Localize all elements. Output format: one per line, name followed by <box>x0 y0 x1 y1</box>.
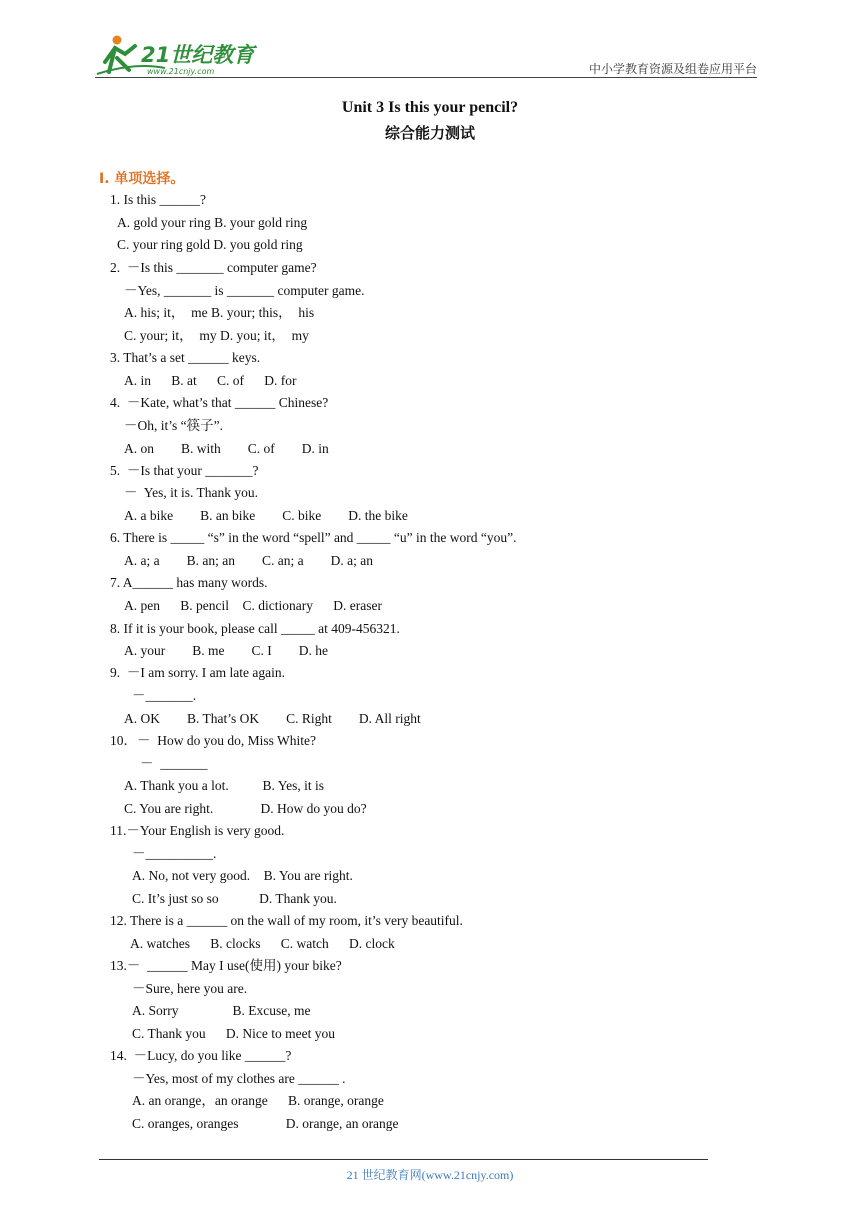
question-line: 5. －Is that your _______? <box>110 463 259 478</box>
option-line: C. oranges, oranges D. orange, an orange <box>132 1116 399 1131</box>
question-line: 12. There is a ______ on the wall of my room, it’s very beautiful. <box>110 913 463 928</box>
answer-line: －Yes, most of my clothes are ______ . <box>132 1071 346 1086</box>
option-line: A. watches B. clocks C. watch D. clock <box>130 936 395 951</box>
option-line: C. It’s just so so D. Thank you. <box>132 891 337 906</box>
answer-line: －Oh, it’s “筷子”. <box>124 418 223 433</box>
option-line: C. your; it， my D. you; it， my <box>124 328 309 343</box>
option-line: A. a; a B. an; an C. an; a D. a; an <box>124 553 373 568</box>
answer-line: － _______ <box>140 756 208 771</box>
question-line: 11.－Your English is very good. <box>110 823 285 838</box>
option-line: A. Thank you a lot. B. Yes, it is <box>124 778 325 793</box>
option-line: A. a bike B. an bike C. bike D. the bike <box>124 508 408 523</box>
answer-line: － Yes, it is. Thank you. <box>124 485 259 500</box>
question-line: 8. If it is your book, please call _____ at 409-456321. <box>110 621 400 636</box>
logo-21cnjy <box>95 32 265 78</box>
answer-line: －__________. <box>132 846 217 861</box>
option-line: A. in B. at C. of D. for <box>124 373 297 388</box>
answer-line: －Sure, here you are. <box>132 981 248 996</box>
answer-line: －Yes, _______ is _______ computer game. <box>124 283 365 298</box>
logo-url: www.21cnjy.com <box>147 67 215 76</box>
question-line: 9. －I am sorry. I am late again. <box>110 665 285 680</box>
option-line: A. an orange，an orange B. orange, orange <box>132 1093 384 1108</box>
option-line: C. You are right. D. How do you do? <box>124 801 367 816</box>
document-title: Unit 3 Is this your pencil? <box>341 99 519 116</box>
option-line: A. his; it， me B. your; this， his <box>124 305 315 320</box>
option-line: A. OK B. That’s OK C. Right D. All right <box>124 711 421 726</box>
question-line: 10．－ How do you do, Miss White? <box>110 733 316 748</box>
page-header <box>95 32 757 78</box>
option-line: A. your B. me C. I D. he <box>124 643 328 658</box>
question-line: 3. That’s a set ______ keys. <box>110 350 261 365</box>
header-divider <box>95 77 757 78</box>
answer-line: －_______. <box>132 688 197 703</box>
option-line: A. pen B. pencil C. dictionary D. eraser <box>124 598 382 613</box>
question-line: 2. －Is this _______ computer game? <box>110 260 317 275</box>
option-line: A. on B. with C. of D. in <box>124 441 329 456</box>
question-line: 7. A______ has many words. <box>110 575 268 590</box>
footer-link[interactable]: 21 世纪教育网(www.21cnjy.com) <box>346 1168 514 1182</box>
question-line: 6. There is _____ “s” in the word “spell” and _____ “u” in the word “you”. <box>110 530 517 545</box>
option-line: C. Thank you D. Nice to meet you <box>132 1026 335 1041</box>
section-heading: I. 单项选择。 <box>99 171 185 187</box>
document-subtitle: 综合能力测试 <box>384 124 475 142</box>
option-line: A. gold your ring B. your gold ring <box>117 215 308 230</box>
question-line: 1. Is this ______? <box>110 192 206 207</box>
question-line: 13.－ ______ May I use(使用) your bike? <box>110 958 342 973</box>
option-line: A. Sorry B. Excuse, me <box>132 1003 311 1018</box>
platform-name: 中小学教育资源及组卷应用平台 <box>588 62 757 76</box>
option-line: C. your ring gold D. you gold ring <box>117 237 303 252</box>
question-line: 4. －Kate, what’s that ______ Chinese? <box>110 395 329 410</box>
question-line: 14. －Lucy, do you like ______? <box>110 1048 292 1063</box>
option-line: A. No, not very good. B. You are right. <box>132 868 353 883</box>
logo-text: 21世纪教育 <box>141 43 255 67</box>
footer-divider <box>99 1159 708 1160</box>
